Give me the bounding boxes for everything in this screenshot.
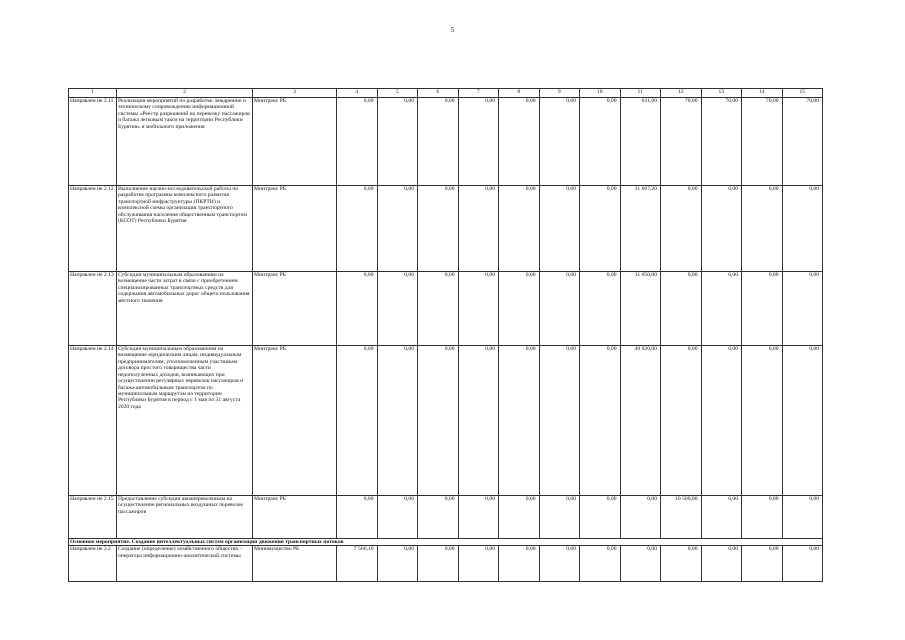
row-name: Субсидия муниципальным образованиям на возмещение юридическим лицам, индивидуальным предпринимателям, уполномоченным участникам договора простого товарищества части недополученных доходов, возникающих при осуществлении регулярных перевозок пассажиров и багажа автомобильным транспортом по муниципальным маршрутам на территории Республики Бурятия в период с 1 мая по 31 августа 2020 года	[117, 346, 253, 496]
row-code: Направлен ие 2.13	[69, 272, 117, 346]
row-value: 70,00	[701, 98, 742, 186]
row-value: 0,00	[701, 546, 742, 582]
row-value: 0,00	[539, 272, 580, 346]
row-value: 31 667,20	[620, 186, 661, 272]
row-code: Направлен ие 2.15	[69, 496, 117, 539]
row-value: 0,00	[377, 546, 418, 582]
row-name: Создание (определение) хозяйственного общества – оператора информационно-аналитической системы	[117, 546, 253, 582]
row-value: 0,00	[580, 98, 621, 186]
row-value: 11 050,00	[620, 272, 661, 346]
row-name: Реализация мероприятий по разработке, внедрению и техническому сопровождению информационной системы «Реестр разрешений на перевозку пассажиров и багажа легковым такси на территории Республики Бурятия» и мобильного приложения	[117, 98, 253, 186]
row-value: 0,00	[418, 272, 459, 346]
row-value: 70,00	[782, 98, 823, 186]
column-header: 6	[418, 89, 459, 98]
row-value: 0,00	[661, 272, 702, 346]
row-value: 0,00	[337, 186, 378, 272]
row-value: 0,00	[782, 546, 823, 582]
row-value: 0,00	[620, 496, 661, 539]
row-value: 0,00	[661, 546, 702, 582]
row-value: 0,00	[580, 272, 621, 346]
section-title: Основное мероприятие. Создание интеллектуальных систем организации движения транспортных потоков	[69, 539, 823, 546]
row-value: 0,00	[539, 346, 580, 496]
row-value: 0,00	[701, 186, 742, 272]
row-value: 631,00	[620, 98, 661, 186]
row-name: Субсидии муниципальным образованиям на возмещение части затрат в связи с приобретением специализированных транспортных средств для содержания автомобильных дорог общего пользования местного значения	[117, 272, 253, 346]
column-header: 11	[620, 89, 661, 98]
row-value: 0,00	[377, 346, 418, 496]
row-value: 0,00	[661, 346, 702, 496]
row-value: 0,00	[418, 186, 459, 272]
table-row	[69, 186, 823, 272]
section-row	[69, 539, 823, 546]
row-value: 0,00	[418, 346, 459, 496]
table-body	[69, 98, 823, 582]
column-header: 4	[337, 89, 378, 98]
row-executor: Минтранс РБ	[253, 98, 337, 186]
row-value: 0,00	[499, 98, 540, 186]
row-code: Направлен ие 2.12	[69, 186, 117, 272]
row-value: 0,00	[742, 186, 783, 272]
row-executor: Минтранс РБ	[253, 272, 337, 346]
row-code: Направлен ие 2.14	[69, 346, 117, 496]
row-value: 7 566,10	[337, 546, 378, 582]
row-value: 10 500,00	[661, 496, 702, 539]
row-value: 0,00	[742, 346, 783, 496]
row-value: 0,00	[539, 98, 580, 186]
table-row	[69, 98, 823, 186]
row-value: 0,00	[458, 496, 499, 539]
page-number: 5	[450, 26, 455, 34]
table-row	[69, 272, 823, 346]
row-value: 0,00	[499, 186, 540, 272]
table-row	[69, 546, 823, 582]
column-header: 7	[458, 89, 499, 98]
row-value: 0,00	[499, 346, 540, 496]
row-value: 0,00	[499, 272, 540, 346]
column-header: 1	[69, 89, 117, 98]
column-header: 9	[539, 89, 580, 98]
row-name: Предоставление субсидии авиаперевозчикам на осуществление региональных воздушных перевозок пассажиров	[117, 496, 253, 539]
row-value: 0,00	[337, 98, 378, 186]
row-code: Направлен ие 3.2	[69, 546, 117, 582]
row-value: 0,00	[782, 272, 823, 346]
row-value: 0,00	[458, 546, 499, 582]
row-value: 0,00	[337, 496, 378, 539]
row-value: 0,00	[580, 546, 621, 582]
row-value: 0,00	[337, 346, 378, 496]
row-value: 0,00	[782, 496, 823, 539]
row-value: 0,00	[499, 546, 540, 582]
row-value: 0,00	[418, 546, 459, 582]
row-value: 0,00	[499, 496, 540, 539]
row-value: 49 020,00	[620, 346, 661, 496]
row-value: 0,00	[620, 546, 661, 582]
row-value: 0,00	[458, 98, 499, 186]
column-header: 2	[117, 89, 253, 98]
budget-table	[68, 88, 823, 582]
row-value: 0,00	[782, 186, 823, 272]
row-value: 0,00	[337, 272, 378, 346]
column-header: 5	[377, 89, 418, 98]
row-value: 0,00	[580, 186, 621, 272]
row-value: 0,00	[580, 346, 621, 496]
column-header: 10	[580, 89, 621, 98]
row-value: 0,00	[580, 496, 621, 539]
row-value: 0,00	[418, 496, 459, 539]
column-header: 3	[253, 89, 337, 98]
column-header: 12	[661, 89, 702, 98]
table-row	[69, 346, 823, 496]
row-value: 0,00	[742, 546, 783, 582]
column-header: 8	[499, 89, 540, 98]
row-value: 0,00	[458, 186, 499, 272]
column-header: 15	[782, 89, 823, 98]
row-value: 0,00	[458, 346, 499, 496]
row-value: 0,00	[539, 186, 580, 272]
row-name: Выполнение научно-исследовательской работы по разработке программы комплексного развития транспортной инфраструктуры (ПКРТИ) и комплексной схемы организации транспортного обслуживания населения общественным транспортом (КСОТ) Республики Бурятия	[117, 186, 253, 272]
header-row	[69, 89, 823, 98]
row-value: 0,00	[742, 272, 783, 346]
row-value: 0,00	[539, 496, 580, 539]
row-value: 0,00	[418, 98, 459, 186]
row-code: Направлен ие 2.11	[69, 98, 117, 186]
row-value: 0,00	[661, 186, 702, 272]
row-value: 0,00	[742, 496, 783, 539]
row-value: 0,00	[539, 546, 580, 582]
row-value: 0,00	[458, 272, 499, 346]
row-value: 0,00	[701, 496, 742, 539]
row-executor: Минтранс РБ	[253, 496, 337, 539]
row-value: 0,00	[377, 272, 418, 346]
row-value: 0,00	[377, 496, 418, 539]
table-row	[69, 496, 823, 539]
row-value: 0,00	[782, 346, 823, 496]
row-value: 0,00	[701, 272, 742, 346]
row-executor: Минтранс РБ	[253, 346, 337, 496]
row-executor: Минимущество РБ	[253, 546, 337, 582]
row-value: 0,00	[377, 98, 418, 186]
column-header: 13	[701, 89, 742, 98]
row-value: 0,00	[377, 186, 418, 272]
row-executor: Минтранс РБ	[253, 186, 337, 272]
row-value: 70,00	[742, 98, 783, 186]
row-value: 0,00	[701, 346, 742, 496]
column-header: 14	[742, 89, 783, 98]
row-value: 70,00	[661, 98, 702, 186]
